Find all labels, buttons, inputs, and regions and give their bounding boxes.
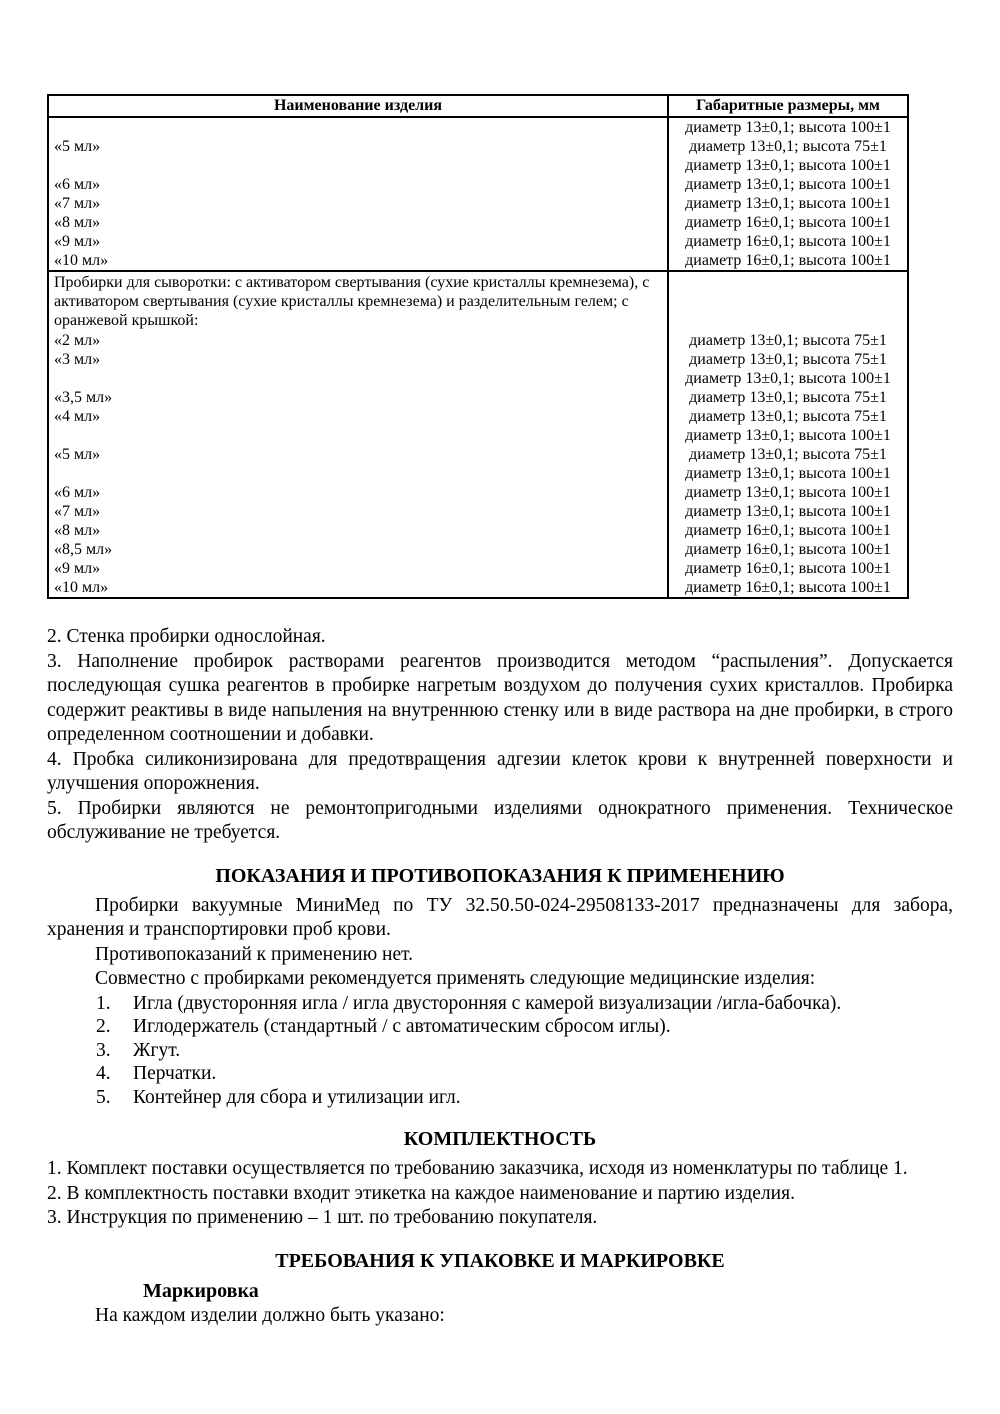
table-row — [48, 369, 908, 388]
list-item — [96, 992, 953, 1016]
dimensions-cell: диаметр 16±0,1; высота 100±1 — [668, 559, 908, 578]
table-row — [48, 502, 908, 521]
completeness-item: 2. В комплектность поставки входит этикетка на каждое наименование и партию изделия. — [47, 1182, 795, 1204]
product-name-cell — [48, 464, 668, 483]
dimensions-cell: диаметр 16±0,1; высота 100±1 — [668, 213, 908, 232]
dimensions-cell: диаметр 13±0,1; высота 100±1 — [668, 194, 908, 213]
dimensions-cell: диаметр 16±0,1; высота 100±1 — [668, 232, 908, 251]
table-row-serum-intro — [48, 271, 908, 331]
dimensions-cell: диаметр 16±0,1; высота 100±1 — [668, 540, 908, 559]
table-row — [48, 213, 908, 232]
product-name-cell: «7 мл» — [54, 503, 101, 520]
product-name-cell: «4 мл» — [54, 408, 101, 425]
dimensions-cell: диаметр 16±0,1; высота 100±1 — [668, 578, 908, 598]
product-name-cell: «8,5 мл» — [54, 541, 113, 558]
indications-paragraph-recommended: Совместно с пробирками рекомендуется применять следующие медицинские изделия: — [95, 968, 816, 989]
product-name-cell: «10 мл» — [54, 579, 109, 596]
list-item — [96, 1015, 953, 1039]
list-item — [96, 1039, 953, 1063]
recommended-devices-list — [47, 992, 953, 1110]
completeness-item: 1. Комплект поставки осуществляется по требованию заказчика, исходя из номенклатуры по таблице 1. — [47, 1158, 908, 1179]
list-item-number: 4. — [96, 1063, 111, 1084]
section-heading-packaging: ТРЕБОВАНИЯ К УПАКОВКЕ И МАРКИРОВКЕ — [275, 1249, 725, 1272]
dimensions-cell: диаметр 13±0,1; высота 75±1 — [668, 350, 908, 369]
table-row — [48, 407, 908, 426]
list-item-number: 2. — [96, 1016, 111, 1037]
list-item-text: Иглодержатель (стандартный / с автоматическим сбросом иглы). — [133, 1016, 671, 1037]
list-item-text: Игла (двусторонняя игла / игла двусторонняя с камерой визуализации /игла-бабочка). — [133, 992, 842, 1014]
section-heading-indications: ПОКАЗАНИЯ И ПРОТИВОПОКАЗАНИЯ К ПРИМЕНЕНИЮ — [215, 864, 785, 887]
product-name-cell: «6 мл» — [54, 484, 101, 501]
completeness-list — [47, 1157, 953, 1231]
list-item-number: 5. — [96, 1086, 111, 1108]
list-item-number: 1. — [96, 992, 111, 1014]
product-name-cell: «3,5 мл» — [54, 389, 113, 406]
dimensions-cell: диаметр 13±0,1; высота 100±1 — [668, 156, 908, 175]
product-name-cell: «6 мл» — [54, 176, 101, 193]
table-row — [48, 194, 908, 213]
section-heading-completeness: КОМПЛЕКТНОСТЬ — [403, 1128, 597, 1150]
product-name-cell — [48, 117, 668, 137]
dimensions-cell: диаметр 16±0,1; высота 100±1 — [668, 521, 908, 540]
list-item-text: Контейнер для сбора и утилизации игл. — [133, 1086, 461, 1108]
paragraph-stopper: 4. Пробка силиконизирована для предотвращения адгезии клеток крови к внутренней поверхности и улучшения опорожнения. — [47, 748, 953, 794]
list-item-text: Перчатки. — [133, 1063, 217, 1084]
table-row — [48, 483, 908, 502]
table-row — [48, 426, 908, 445]
dimensions-cell: диаметр 13±0,1; высота 100±1 — [668, 175, 908, 194]
table-block-2 — [48, 331, 908, 598]
paragraph-wall: 2. Стенка пробирки однослойная. — [47, 626, 326, 647]
product-name-cell: «2 мл» — [54, 332, 101, 349]
list-item-text: Жгут. — [133, 1039, 181, 1061]
dimensions-cell: диаметр 13±0,1; высота 75±1 — [668, 407, 908, 426]
paragraph-filling: 3. Наполнение пробирок растворами реагентов производится методом “распыления”. Допускается последующая сушка реагентов в пробирке нагретым воздухом до получения сухих кристаллов. Пробирка содержит реактивы в виде напыления на внутреннюю стенку или в виде раствора на дне пробирки, в строго определенном соотношении и добавки. — [47, 650, 953, 745]
table-row — [48, 464, 908, 483]
dimensions-cell: диаметр 13±0,1; высота 100±1 — [668, 117, 908, 137]
dimensions-cell: диаметр 13±0,1; высота 75±1 — [668, 445, 908, 464]
product-name-cell: «8 мл» — [54, 522, 101, 539]
table-row — [48, 540, 908, 559]
product-name-cell: «5 мл» — [54, 138, 101, 155]
dimensions-cell: диаметр 16±0,1; высота 100±1 — [668, 251, 908, 271]
product-name-cell: «3 мл» — [54, 351, 101, 368]
table-row — [48, 156, 908, 175]
indications-paragraph-purpose: Пробирки вакуумные МиниМед по ТУ 32.50.50-024-29508133-2017 предназначены для забора, хранения и транспортировки проб крови. — [47, 894, 953, 940]
dimensions-cell: диаметр 13±0,1; высота 75±1 — [668, 331, 908, 350]
table-row — [48, 175, 908, 194]
indications-paragraph-contra: Противопоказаний к применению нет. — [95, 943, 414, 965]
dimensions-cell: диаметр 13±0,1; высота 75±1 — [668, 137, 908, 156]
subheading-marking: Маркировка — [143, 1279, 259, 1302]
serum-intro-cell: Пробирки для сыворотки: с активатором свертывания (сухие кристаллы кремнезема), с активатором свертывания (сухие кристаллы кремнезема) и разделительным гелем; с оранжевой крышкой: — [48, 271, 668, 331]
dimensions-cell: диаметр 13±0,1; высота 100±1 — [668, 464, 908, 483]
table-block-1 — [48, 117, 908, 271]
product-name-cell: «9 мл» — [54, 560, 101, 577]
table-block-2-intro — [48, 271, 908, 331]
column-header-product-name: Наименование изделия — [48, 95, 668, 117]
completeness-item: 3. Инструкция по применению – 1 шт. по требованию покупателя. — [47, 1207, 598, 1228]
dimensions-cell: диаметр 13±0,1; высота 100±1 — [668, 426, 908, 445]
product-name-cell: «5 мл» — [54, 446, 101, 463]
table-row — [48, 578, 908, 598]
table-row — [48, 521, 908, 540]
column-header-dimensions: Габаритные размеры, мм — [668, 95, 908, 117]
table-row — [48, 232, 908, 251]
product-name-cell — [48, 369, 668, 388]
table-row — [48, 388, 908, 407]
table-row — [48, 117, 908, 137]
list-item-number: 3. — [96, 1039, 111, 1061]
description-paragraphs — [47, 625, 953, 846]
product-name-cell — [48, 156, 668, 175]
list-item — [96, 1062, 953, 1086]
dimensions-cell-empty — [668, 271, 908, 331]
table-header-row — [48, 95, 908, 117]
table-row — [48, 559, 908, 578]
product-name-cell: «10 мл» — [54, 252, 109, 269]
product-name-cell: «7 мл» — [54, 195, 101, 212]
dimensions-cell: диаметр 13±0,1; высота 100±1 — [668, 369, 908, 388]
product-name-cell: «8 мл» — [54, 214, 101, 231]
table-row — [48, 251, 908, 271]
product-name-cell: «9 мл» — [54, 233, 101, 250]
paragraph-single-use: 5. Пробирки являются не ремонтопригодными изделиями однократного применения. Техническое обслуживание не требуется. — [47, 797, 953, 843]
dimensions-cell: диаметр 13±0,1; высота 75±1 — [668, 388, 908, 407]
dimensions-cell: диаметр 13±0,1; высота 100±1 — [668, 483, 908, 502]
dimensions-cell: диаметр 13±0,1; высота 100±1 — [668, 502, 908, 521]
list-item — [96, 1086, 953, 1110]
marking-paragraph: На каждом изделии должно быть указано: — [95, 1304, 445, 1326]
table-row — [48, 331, 908, 350]
table-row — [48, 445, 908, 464]
product-spec-table — [47, 94, 909, 599]
table-row — [48, 350, 908, 369]
table-row — [48, 137, 908, 156]
product-name-cell — [48, 426, 668, 445]
